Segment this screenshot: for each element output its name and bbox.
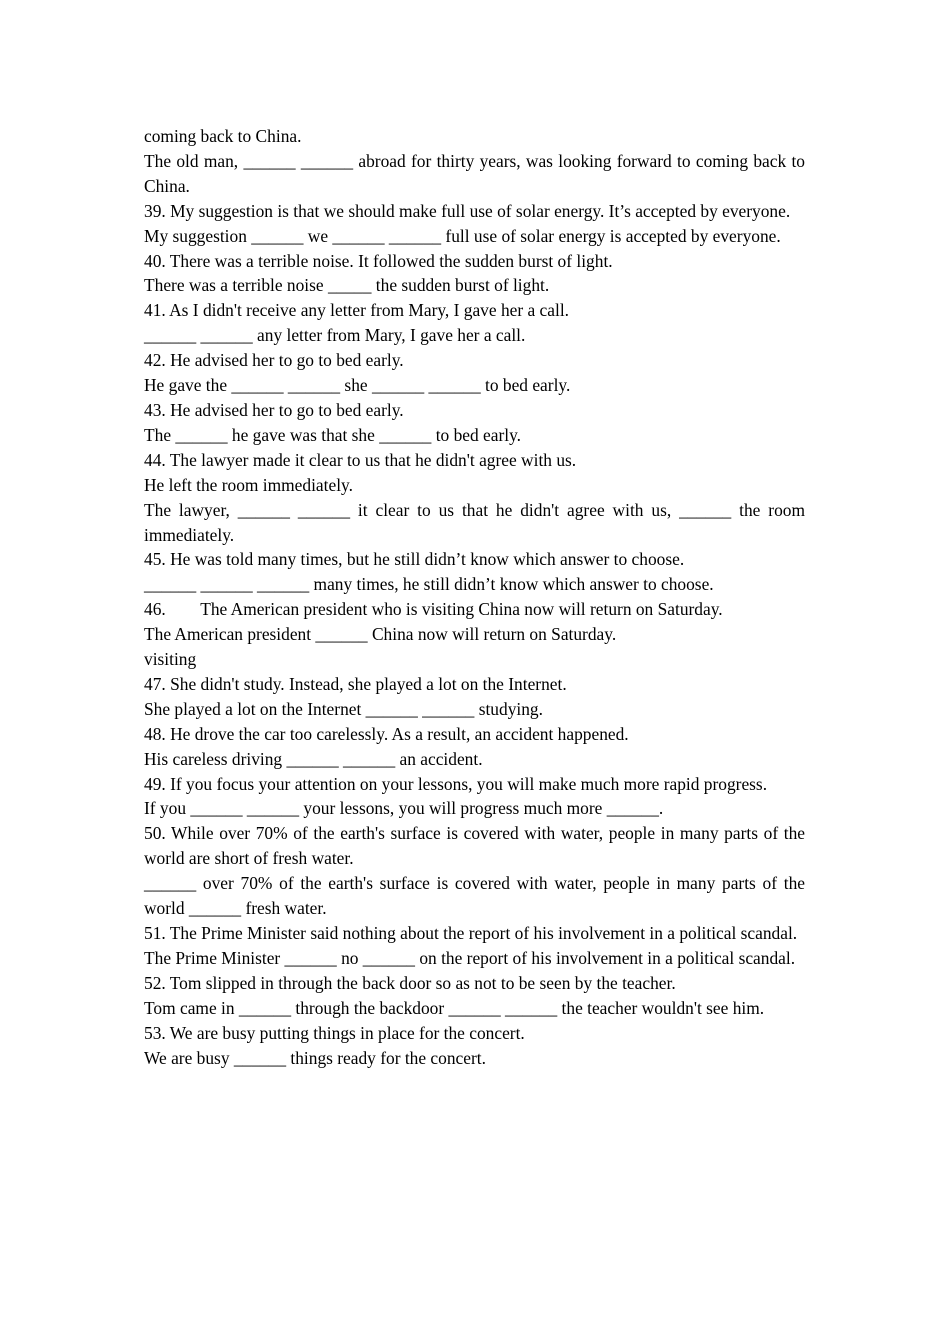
- answer-51: The Prime Minister ______ no ______ on the report of his involvement in a political scandal.: [144, 947, 796, 968]
- question-41: 41. As I didn't receive any letter from Mary, I gave her a call.: [144, 300, 570, 321]
- question-48: 48. He drove the car too carelessly. As a result, an accident happened.: [144, 723, 629, 744]
- answer-39: My suggestion ______ we ______ ______ full use of solar energy is accepted by everyone.: [144, 225, 781, 246]
- hint-46: visiting: [144, 649, 197, 670]
- question-52: 52. Tom slipped in through the back door so as not to be seen by the teacher.: [144, 972, 676, 993]
- answer-42: He gave the ______ ______ she ______ ______ to bed early.: [144, 375, 571, 396]
- question-44: 44. The lawyer made it clear to us that he didn't agree with us.: [144, 449, 577, 470]
- question-53: 53. We are busy putting things in place for the concert.: [144, 1022, 525, 1043]
- question-40: 40. There was a terrible noise. It followed the sudden burst of light.: [144, 250, 613, 271]
- question-39: 39. My suggestion is that we should make full use of solar energy. It’s accepted by everyone.: [144, 200, 791, 221]
- answer-41: ______ ______ any letter from Mary, I gave her a call.: [144, 325, 526, 346]
- answer-53: We are busy ______ things ready for the concert.: [144, 1047, 486, 1068]
- question-44-cont: He left the room immediately.: [144, 474, 353, 495]
- question-51: 51. The Prime Minister said nothing about the report of his involvement in a political scandal.: [144, 923, 798, 943]
- answer-43: The ______ he gave was that she ______ to bed early.: [144, 424, 522, 445]
- question-43: 43. He advised her to go to bed early.: [144, 399, 404, 420]
- answer-44: The lawyer, ______ ______ it clear to us that he didn't agree with us, ______ the room immediately.: [144, 499, 805, 545]
- document-page: [144, 124, 805, 1070]
- answer-40: There was a terrible noise _____ the sudden burst of light.: [144, 275, 550, 296]
- answer-52: Tom came in ______ through the backdoor ______ ______ the teacher wouldn't see him.: [144, 997, 765, 1018]
- text-line: coming back to China.: [144, 126, 302, 146]
- question-42: 42. He advised her to go to bed early.: [144, 350, 404, 371]
- answer-47: She played a lot on the Internet ______ ______ studying.: [144, 698, 543, 719]
- question-47: 47. She didn't study. Instead, she played a lot on the Internet.: [144, 673, 567, 694]
- text-line: The old man, ______ ______ abroad for thirty years, was looking forward to coming back to China.: [144, 150, 805, 196]
- question-49: 49. If you focus your attention on your lessons, you will make much more rapid progress.: [144, 773, 768, 794]
- answer-50: ______ over 70% of the earth's surface is covered with water, people in many parts of the world ______ fresh water.: [144, 873, 805, 919]
- question-45: 45. He was told many times, but he still didn’t know which answer to choose.: [144, 549, 685, 570]
- answer-48: His careless driving ______ ______ an accident.: [144, 748, 483, 769]
- answer-46: The American president ______ China now will return on Saturday.: [144, 624, 617, 645]
- answer-49: If you ______ ______ your lessons, you will progress much more ______.: [144, 798, 664, 819]
- answer-45: ______ ______ ______ many times, he still didn’t know which answer to choose.: [144, 574, 714, 595]
- question-50: 50. While over 70% of the earth's surface is covered with water, people in many parts of the world are short of fresh water.: [144, 823, 805, 869]
- question-46: 46. The American president who is visiting China now will return on Saturday.: [144, 599, 723, 620]
